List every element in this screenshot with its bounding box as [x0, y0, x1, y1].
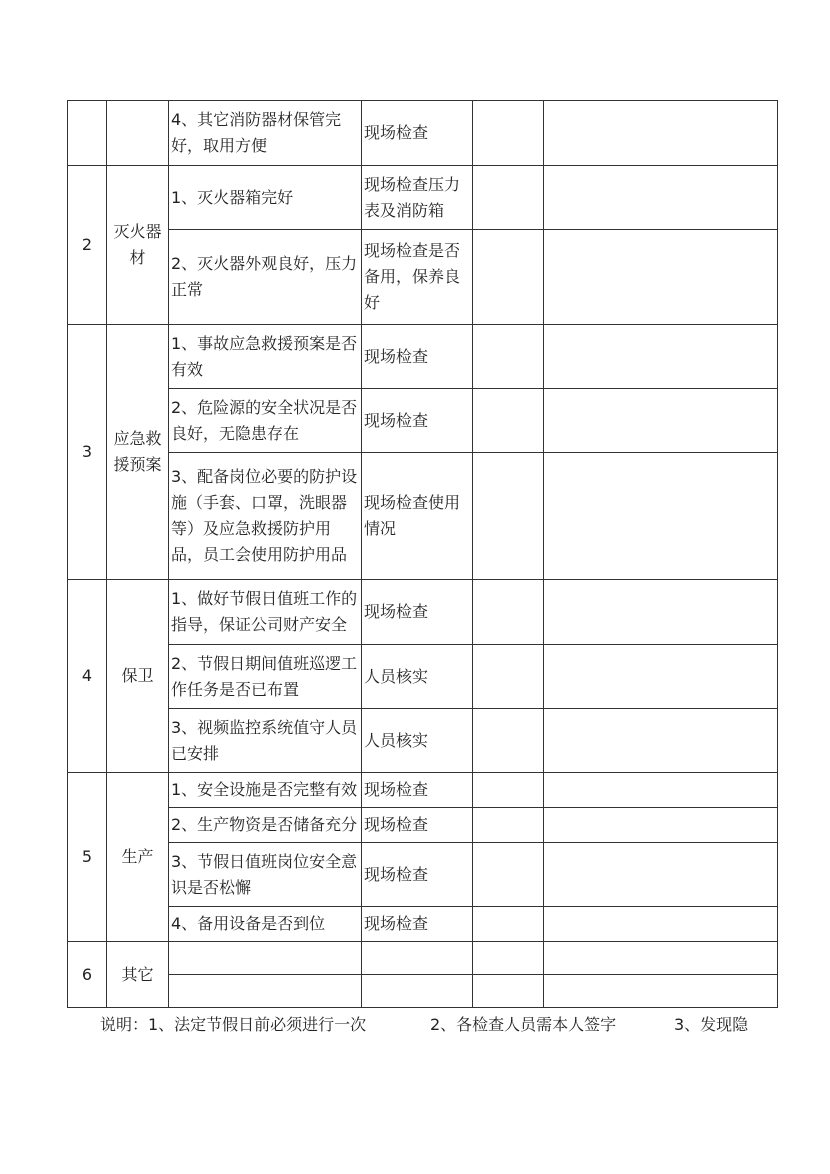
check-result-cell: [473, 808, 544, 843]
section-category: 生产: [107, 773, 169, 942]
check-method: [362, 975, 473, 1008]
remark-cell: [544, 907, 778, 942]
check-result-cell: [473, 166, 544, 230]
check-method: 现场检查: [362, 325, 473, 389]
check-method: 人员核实: [362, 709, 473, 773]
check-result-cell: [473, 645, 544, 709]
table-row: [68, 166, 778, 230]
section-number: 4: [68, 580, 107, 773]
check-result-cell: [473, 975, 544, 1008]
check-item: 3、配备岗位必要的防护设施（手套、口罩，洗眼器等）及应急救援防护用品，员工会使用防护用品: [169, 453, 362, 580]
remark-cell: [544, 975, 778, 1008]
section-category: [107, 101, 169, 166]
check-result-cell: [473, 389, 544, 453]
check-method: 现场检查: [362, 907, 473, 942]
section-number: 6: [68, 942, 107, 1008]
table-row: [68, 325, 778, 389]
check-method: 现场检查: [362, 808, 473, 843]
table-row: [68, 580, 778, 645]
remark-cell: [544, 645, 778, 709]
remark-cell: [544, 101, 778, 166]
table-row: [68, 843, 778, 907]
section-number: [68, 101, 107, 166]
check-result-cell: [473, 709, 544, 773]
check-result-cell: [473, 843, 544, 907]
section-number: 5: [68, 773, 107, 942]
section-category: 保卫: [107, 580, 169, 773]
section-number: 2: [68, 166, 107, 325]
check-result-cell: [473, 942, 544, 975]
footnote-part-1: 说明：1、法定节假日前必须进行一次: [100, 1015, 367, 1034]
table-row: [68, 942, 778, 975]
check-result-cell: [473, 907, 544, 942]
remark-cell: [544, 709, 778, 773]
check-result-cell: [473, 230, 544, 325]
remark-cell: [544, 453, 778, 580]
check-item: [169, 942, 362, 975]
check-item: 1、事故应急救援预案是否有效: [169, 325, 362, 389]
section-number: 3: [68, 325, 107, 580]
remark-cell: [544, 942, 778, 975]
table-row: [68, 453, 778, 580]
check-item: 2、灭火器外观良好，压力正常: [169, 230, 362, 325]
check-item: 2、生产物资是否储备充分: [169, 808, 362, 843]
check-item: 3、视频监控系统值守人员已安排: [169, 709, 362, 773]
table-row: [68, 975, 778, 1008]
remark-cell: [544, 389, 778, 453]
check-item: 1、安全设施是否完整有效: [169, 773, 362, 808]
remark-cell: [544, 580, 778, 645]
check-method: 现场检查: [362, 843, 473, 907]
check-item: 4、其它消防器材保管完好，取用方便: [169, 101, 362, 166]
inspection-table: [67, 100, 778, 1008]
check-method: 人员核实: [362, 645, 473, 709]
check-item: 2、节假日期间值班巡逻工作任务是否已布置: [169, 645, 362, 709]
check-method: 现场检查使用情况: [362, 453, 473, 580]
check-result-cell: [473, 453, 544, 580]
check-method: 现场检查: [362, 389, 473, 453]
check-method: 现场检查压力表及消防箱: [362, 166, 473, 230]
table-row: [68, 808, 778, 843]
check-method: [362, 942, 473, 975]
check-item: 2、危险源的安全状况是否良好，无隐患存在: [169, 389, 362, 453]
check-item: 1、做好节假日值班工作的指导，保证公司财产安全: [169, 580, 362, 645]
table-row: [68, 101, 778, 166]
footnote-part-2: 2、各检查人员需本人签字: [430, 1015, 617, 1034]
remark-cell: [544, 808, 778, 843]
check-item: 1、灭火器箱完好: [169, 166, 362, 230]
table-row: [68, 773, 778, 808]
table-row: [68, 907, 778, 942]
section-category: 其它: [107, 942, 169, 1008]
check-method: 现场检查: [362, 580, 473, 645]
section-category: 应急救援预案: [107, 325, 169, 580]
check-result-cell: [473, 580, 544, 645]
remark-cell: [544, 325, 778, 389]
check-item: [169, 975, 362, 1008]
footnote-part-3: 3、发现隐: [674, 1015, 749, 1034]
check-result-cell: [473, 773, 544, 808]
check-result-cell: [473, 325, 544, 389]
table-row: [68, 230, 778, 325]
section-category: 灭火器材: [107, 166, 169, 325]
table-row: [68, 709, 778, 773]
table-row: [68, 645, 778, 709]
check-item: 4、备用设备是否到位: [169, 907, 362, 942]
remark-cell: [544, 773, 778, 808]
check-method: 现场检查: [362, 773, 473, 808]
table-row: [68, 389, 778, 453]
check-method: 现场检查是否备用，保养良好: [362, 230, 473, 325]
check-method: 现场检查: [362, 101, 473, 166]
remark-cell: [544, 230, 778, 325]
footnote: [100, 1012, 780, 1038]
remark-cell: [544, 166, 778, 230]
check-result-cell: [473, 101, 544, 166]
remark-cell: [544, 843, 778, 907]
check-item: 3、节假日值班岗位安全意识是否松懈: [169, 843, 362, 907]
